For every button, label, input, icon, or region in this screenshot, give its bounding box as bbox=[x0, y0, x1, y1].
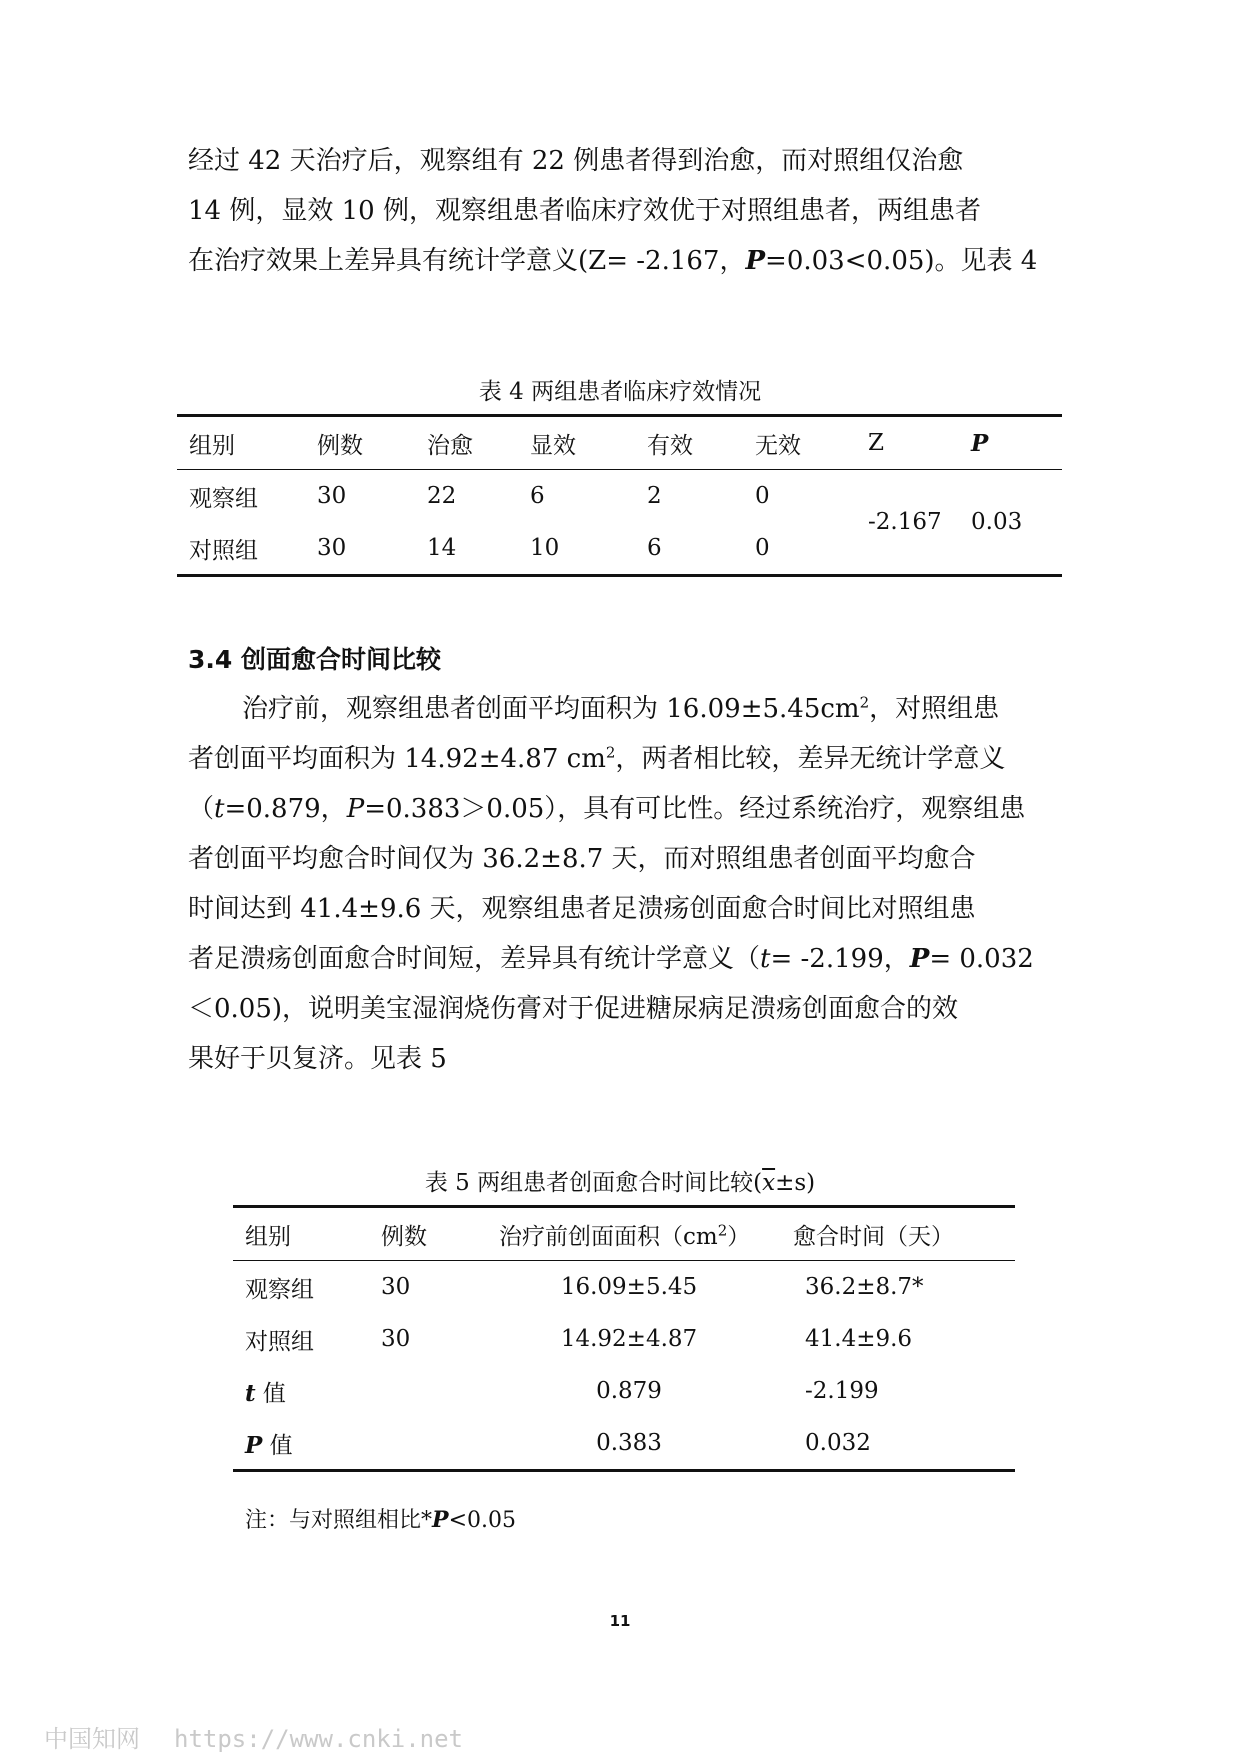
watermark-brand: 中国知网 bbox=[44, 1725, 140, 1753]
body-line bbox=[188, 784, 1068, 834]
text-span: ，两者相比较，差异无统计学意义 bbox=[615, 744, 1006, 774]
text-span: = 0.032 bbox=[929, 944, 1034, 974]
table-cell: 2 bbox=[647, 483, 662, 509]
body-line: 果好于贝复济。见表 5 bbox=[188, 1044, 447, 1074]
table-cell: 10 bbox=[530, 535, 560, 561]
p-value-cell: 0.03 bbox=[971, 509, 1023, 535]
table5-caption bbox=[0, 1164, 1240, 1197]
text-span: =0.03<0.05)。见表 4 bbox=[765, 246, 1038, 276]
table-row bbox=[233, 1417, 1015, 1471]
text-span: =0.383＞0.05），具有可比性。经过系统治疗，观察组患 bbox=[364, 794, 1026, 824]
superscript: 2 bbox=[717, 1220, 728, 1239]
body-line: ＜0.05)，说明美宝湿润烧伤膏对于促进糖尿病足溃疡创面愈合的效 bbox=[188, 994, 959, 1024]
table-cell: 36.2±8.7* bbox=[805, 1274, 924, 1300]
table-row bbox=[233, 1365, 1015, 1417]
table-cell: 0.032 bbox=[805, 1430, 871, 1456]
table-row bbox=[177, 470, 1062, 523]
table-header: 显效 bbox=[530, 432, 576, 459]
table-cell: 16.09±5.45 bbox=[560, 1274, 698, 1300]
p-symbol: P bbox=[245, 1431, 263, 1459]
table4-caption: 表 4 两组患者临床疗效情况 bbox=[478, 379, 762, 405]
table-cell: 0.879 bbox=[596, 1378, 662, 1404]
table-cell bbox=[381, 1417, 481, 1471]
table-cell: 6 bbox=[530, 483, 545, 509]
table4 bbox=[177, 414, 1062, 577]
table-cell: 观察组 bbox=[189, 485, 258, 512]
watermark-url: https://www.cnki.net bbox=[174, 1725, 463, 1753]
t-symbol: t bbox=[214, 794, 225, 824]
table-header: 例数 bbox=[381, 1223, 427, 1250]
table-header: 组别 bbox=[189, 432, 235, 459]
table-row bbox=[233, 1261, 1015, 1314]
table-cell: 41.4±9.6 bbox=[805, 1326, 913, 1352]
table-header: 无效 bbox=[755, 432, 801, 459]
table-cell: 30 bbox=[381, 1274, 411, 1300]
text-span: = -2.199， bbox=[770, 944, 910, 974]
p-symbol: P bbox=[432, 1507, 449, 1533]
z-value-cell: -2.167 bbox=[868, 509, 942, 535]
table-header: 愈合时间（天） bbox=[793, 1223, 954, 1250]
table-cell: 对照组 bbox=[189, 537, 258, 564]
text-span: 者创面平均面积为 14.92±4.87 cm bbox=[188, 744, 606, 774]
table-header: 治愈 bbox=[427, 432, 473, 459]
table-header bbox=[481, 1207, 777, 1261]
table5 bbox=[233, 1205, 1015, 1472]
table-cell: -2.199 bbox=[805, 1378, 879, 1404]
table-cell: 22 bbox=[427, 483, 457, 509]
mean-symbol: $\overline{x}$ bbox=[762, 1170, 776, 1196]
text-span: 在治疗效果上差异具有统计学意义(Z= -2.167， bbox=[188, 246, 746, 276]
table-cell: 30 bbox=[317, 483, 347, 509]
body-line bbox=[188, 734, 1068, 784]
body-line: 时间达到 41.4±9.6 天，观察组患者足溃疡创面愈合时间比对照组患 bbox=[188, 894, 976, 924]
p-symbol: P bbox=[909, 944, 930, 974]
text-span: 值 bbox=[262, 1432, 293, 1459]
table-cell: 观察组 bbox=[245, 1276, 314, 1303]
table-row bbox=[233, 1313, 1015, 1365]
p-symbol: P bbox=[346, 794, 365, 824]
intro-line: 14 例，显效 10 例，观察组患者临床疗效优于对照组患者，两组患者 bbox=[188, 196, 981, 226]
table-header: P bbox=[971, 429, 989, 457]
page-number: 11 bbox=[609, 1612, 631, 1630]
superscript: 2 bbox=[605, 743, 616, 762]
table-cell bbox=[381, 1365, 481, 1417]
table-cell: 30 bbox=[317, 535, 347, 561]
table-header: 例数 bbox=[317, 432, 363, 459]
table-cell: 0 bbox=[755, 483, 770, 509]
text-span: 治疗前创面面积（cm bbox=[499, 1223, 718, 1250]
table-cell: 30 bbox=[381, 1326, 411, 1352]
table-cell: 0.383 bbox=[596, 1430, 662, 1456]
p-symbol: P bbox=[745, 246, 766, 276]
text-span: 值 bbox=[255, 1380, 286, 1407]
body-line bbox=[188, 684, 1068, 734]
text-span: <0.05 bbox=[448, 1508, 516, 1533]
table-header: 组别 bbox=[245, 1223, 291, 1250]
table-cell bbox=[233, 1417, 381, 1471]
intro-line: 经过 42 天治疗后，观察组有 22 例患者得到治愈，而对照组仅治愈 bbox=[188, 146, 964, 176]
table-header-row bbox=[177, 416, 1062, 470]
text-span: 注：与对照组相比* bbox=[245, 1508, 433, 1533]
body-line: 者创面平均愈合时间仅为 36.2±8.7 天，而对照组患者创面平均愈合 bbox=[188, 844, 976, 874]
table5-note bbox=[245, 1503, 516, 1534]
superscript: 2 bbox=[859, 693, 870, 712]
table-header-row bbox=[233, 1207, 1015, 1261]
text-span: 者足溃疡创面愈合时间短，差异具有统计学意义（ bbox=[188, 944, 761, 974]
section-heading: 3.4 创面愈合时间比较 bbox=[188, 645, 441, 674]
text-span: （ bbox=[188, 794, 215, 824]
text-span: =0.879， bbox=[224, 794, 347, 824]
table-cell bbox=[233, 1365, 381, 1417]
table-cell: 6 bbox=[647, 535, 662, 561]
text-span: ） bbox=[727, 1223, 751, 1250]
table-header: Z bbox=[868, 430, 884, 456]
table-header: 有效 bbox=[647, 432, 693, 459]
text-span: 表 5 两组患者创面愈合时间比较( bbox=[424, 1170, 763, 1196]
table-cell: 对照组 bbox=[245, 1328, 314, 1355]
t-symbol: t bbox=[245, 1379, 256, 1407]
text-span: 治疗前，观察组患者创面平均面积为 16.09±5.45cm bbox=[242, 694, 860, 724]
table-cell: 14.92±4.87 bbox=[560, 1326, 698, 1352]
body-line bbox=[188, 934, 1068, 984]
t-symbol: t bbox=[760, 944, 771, 974]
table-cell: 0 bbox=[755, 535, 770, 561]
text-span: ±s) bbox=[775, 1170, 816, 1196]
text-span: ，对照组患 bbox=[869, 694, 1000, 724]
table-cell: 14 bbox=[427, 535, 457, 561]
intro-line bbox=[188, 236, 1068, 286]
cnki-watermark bbox=[44, 1719, 463, 1754]
